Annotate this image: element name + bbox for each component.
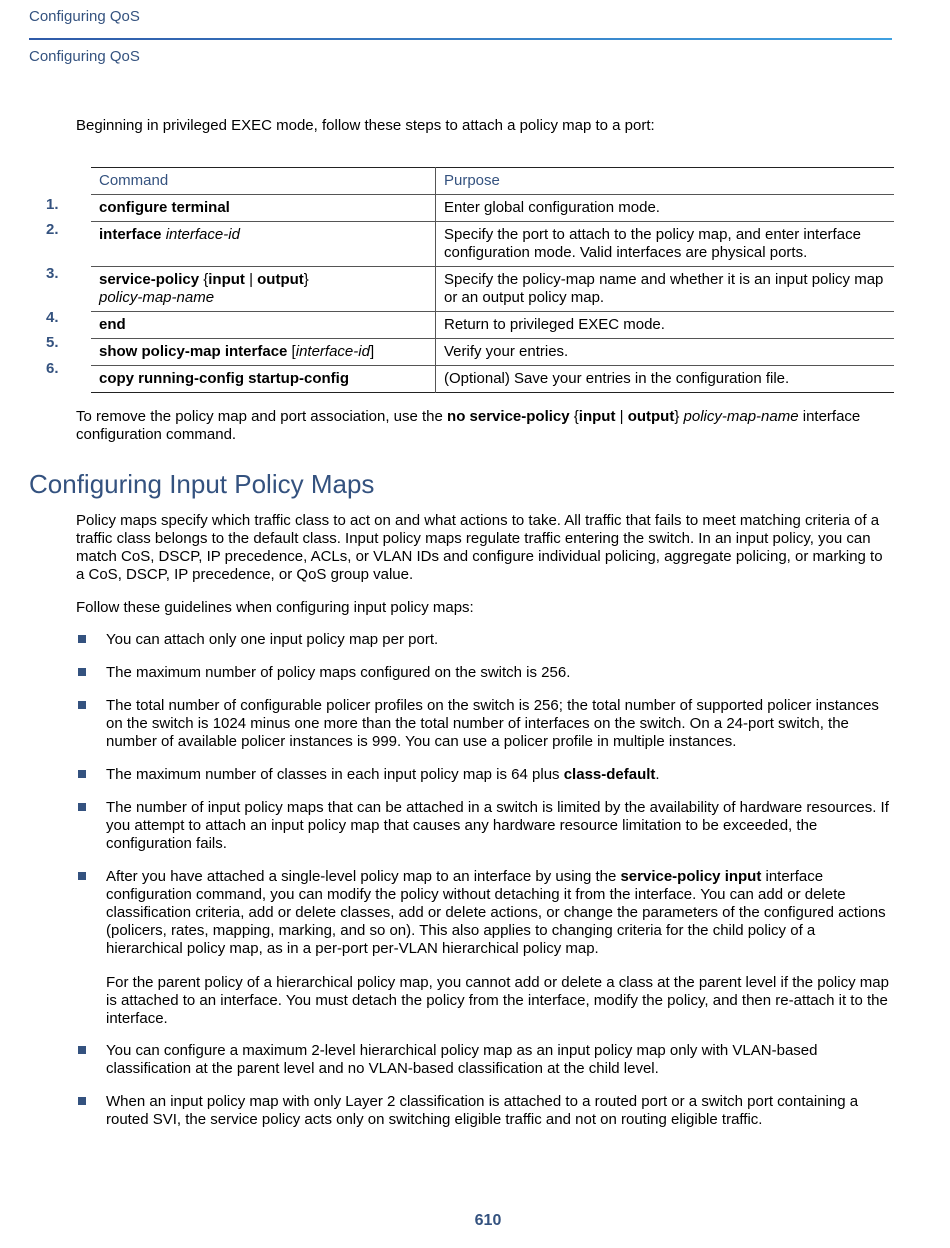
- bullet-item: The total number of configurable policer profiles on the switch is 256; the total number of supported policer instances on the switch is 1024 minus one more than the total number of interfaces on the switch. On a 24-port switch, the number of available policer instances is 999. You can use a policer profile in multiple instances.: [106, 697, 879, 750]
- command-keyword: end: [99, 316, 126, 333]
- table-header-row: [91, 168, 894, 195]
- command-keyword: configure terminal: [99, 199, 230, 216]
- step-number: 4.: [46, 309, 59, 326]
- bullet-item: When an input policy map with only Layer 2 classification is attached to a routed port or a switch port containing a routed SVI, the service policy acts only on switching eligible traffic and not on routing eligible traffic.: [106, 1093, 859, 1128]
- bullet-item: The maximum number of policy maps configured on the switch is 256.: [106, 664, 571, 681]
- bullet-square-icon: [78, 1046, 86, 1054]
- command-keyword: class-default: [563, 766, 656, 783]
- purpose-cell: Enter global configuration mode.: [444, 199, 660, 216]
- command-keyword: service-policy: [99, 271, 200, 288]
- command-cell: [91, 312, 436, 339]
- syntax-bar: |: [244, 271, 258, 288]
- syntax-bracket: ]: [369, 343, 375, 360]
- command-keyword: output: [257, 271, 304, 288]
- bullet-square-icon: [78, 635, 86, 643]
- command-keyword: no service-policy: [447, 408, 570, 425]
- command-keyword: input: [208, 271, 245, 288]
- step-number: 3.: [46, 265, 59, 282]
- command-keyword: copy running-config startup-config: [99, 370, 349, 387]
- bullet-item: The number of input policy maps that can be attached in a switch is limited by the availability of hardware resources. If you attempt to attach an input policy map that causes any hardware resource limitation to be exceeded, the configuration fails.: [106, 799, 889, 852]
- syntax-brace: }: [303, 271, 309, 288]
- bullet-text: After you have attached a single-level policy map to an interface by using the: [106, 868, 621, 885]
- remove-text: To remove the policy map and port association, use the: [76, 408, 448, 425]
- purpose-cell: Return to privileged EXEC mode.: [444, 316, 665, 333]
- command-argument: policy-map-name: [99, 289, 215, 306]
- purpose-cell: Specify the port to attach to the policy map, and enter interface configuration mode. Valid interfaces are physical ports.: [444, 226, 861, 261]
- table-row: [91, 222, 894, 267]
- command-table: [91, 167, 894, 393]
- command-keyword: show policy-map interface: [99, 343, 288, 360]
- bullet-text: The maximum number of classes in each input policy map is 64 plus: [106, 766, 564, 783]
- command-keyword: interface: [99, 226, 162, 243]
- syntax-brace: {: [569, 408, 579, 425]
- table-row: [91, 195, 894, 222]
- bullet-item: You can configure a maximum 2-level hierarchical policy map as an input policy map only with VLAN-based classification at the parent level and no VLAN-based classification at the child level.: [106, 1042, 818, 1077]
- command-keyword: input: [578, 408, 616, 425]
- intro-paragraph: Beginning in privileged EXEC mode, follow these steps to attach a policy map to a port:: [76, 117, 655, 134]
- purpose-cell: Verify your entries.: [444, 343, 569, 360]
- step-number: 6.: [46, 360, 59, 377]
- syntax-brace: {: [199, 271, 209, 288]
- command-cell: [91, 339, 436, 366]
- body-paragraph: Follow these guidelines when configuring input policy maps:: [76, 599, 474, 616]
- command-cell: [91, 222, 436, 267]
- bullet-text: interface configuration command, you can modify the policy without detaching it from the interface. You can add or delete classification criteria, add or delete classes, add or delete actions, or change the parameters of the configured actions (policers, rates, mapping, marking, and so on). This also applies to changing criteria for the child policy of a hierarchical policy map, as in a per-port per-VLAN hierarchical policy map.: [106, 868, 886, 957]
- bullet-continuation: For the parent policy of a hierarchical policy map, you cannot add or delete a class at the parent level if the policy map is attached to an interface. You must detach the policy from the interface, modify the policy, and then re-attach it to the interface.: [106, 974, 889, 1027]
- running-header-section: Configuring QoS: [29, 48, 140, 65]
- header-rule: [29, 38, 892, 40]
- purpose-cell: Specify the policy-map name and whether it is an input policy map or an output policy map.: [444, 271, 884, 306]
- body-paragraph: Policy maps specify which traffic class to act on and what actions to take. All traffic that fails to meet matching criteria of a traffic class belongs to the default class. Input policy maps regulate traffic entering the switch. In an input policy, you can match CoS, DSCP, IP precedence, ACLs, or VLAN IDs and configure individual policing, aggregate policing, or marking to a CoS, DSCP, IP precedence, or QoS group value.: [76, 512, 883, 583]
- table-row: [91, 366, 894, 393]
- command-keyword: output: [627, 408, 675, 425]
- command-cell: [91, 267, 436, 312]
- table-row: [91, 267, 894, 312]
- bullet-square-icon: [78, 770, 86, 778]
- command-cell: [91, 366, 436, 393]
- bullet-item: [106, 868, 892, 958]
- bullet-square-icon: [78, 872, 86, 880]
- bullet-square-icon: [78, 1097, 86, 1105]
- bullet-square-icon: [78, 803, 86, 811]
- step-number: 5.: [46, 334, 59, 351]
- syntax-brace: }: [674, 408, 684, 425]
- command-argument: interface-id: [295, 343, 370, 360]
- table-row: [91, 312, 894, 339]
- bullet-text: .: [655, 766, 660, 783]
- syntax-bar: |: [615, 408, 628, 425]
- bullet-item: You can attach only one input policy map per port.: [106, 631, 439, 648]
- remove-text: interface configuration command.: [76, 408, 861, 443]
- step-number: 1.: [46, 196, 59, 213]
- running-header-chapter: Configuring QoS: [29, 8, 140, 25]
- section-heading: Configuring Input Policy Maps: [29, 469, 375, 499]
- bullet-square-icon: [78, 668, 86, 676]
- command-cell: [91, 195, 436, 222]
- command-argument: policy-map-name: [683, 408, 799, 425]
- step-number: 2.: [46, 221, 59, 238]
- column-header-command: Command: [91, 168, 436, 195]
- command-argument: interface-id: [165, 226, 240, 243]
- table-row: [91, 339, 894, 366]
- bullet-item: [106, 766, 892, 784]
- syntax-bracket: [: [287, 343, 296, 360]
- remove-paragraph: [76, 408, 892, 444]
- purpose-cell: (Optional) Save your entries in the configuration file.: [444, 370, 790, 387]
- bullet-square-icon: [78, 701, 86, 709]
- command-keyword: service-policy input: [620, 868, 762, 885]
- column-header-purpose: Purpose: [444, 172, 500, 189]
- page-number: 610: [474, 1212, 502, 1229]
